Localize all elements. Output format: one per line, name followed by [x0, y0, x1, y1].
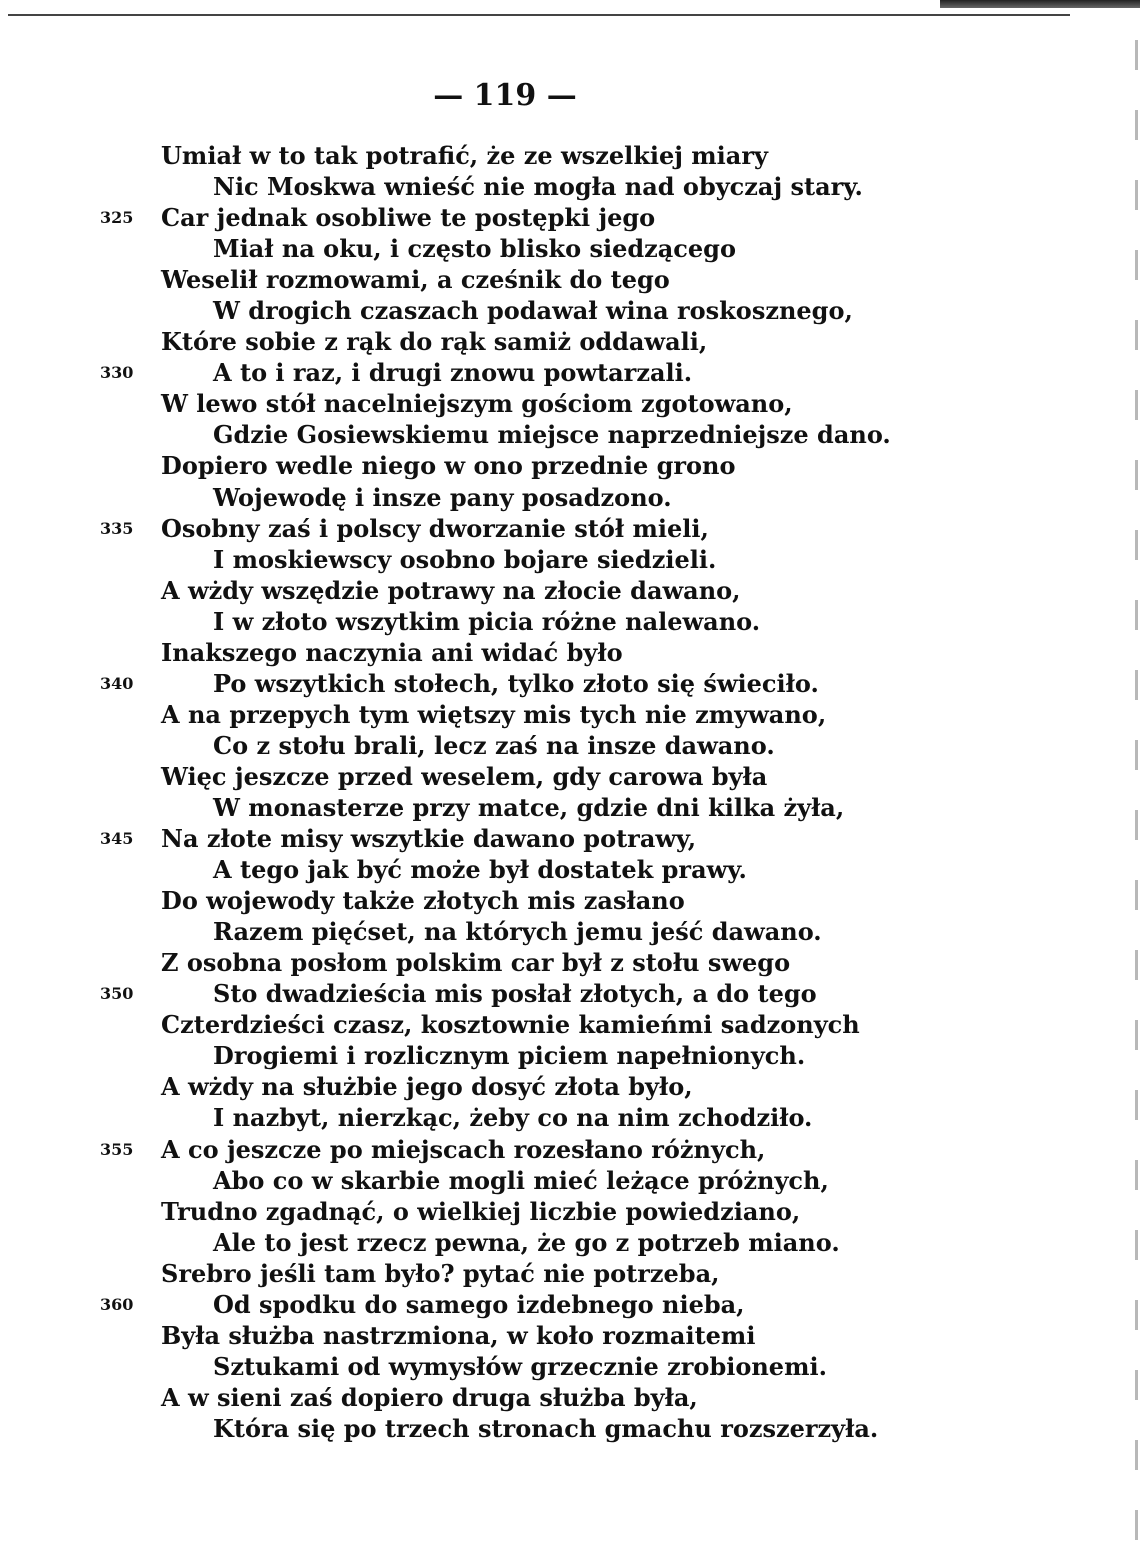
verse-line: [0, 1196, 1010, 1227]
line-number: 335: [100, 518, 134, 538]
verse-line: [0, 1165, 1010, 1196]
verse-text: A wżdy wszędzie potrawy na złocie dawano,: [161, 575, 741, 605]
verse-line: [0, 978, 1010, 1009]
poem-text: [0, 140, 1010, 1444]
verse-text: Weselił rozmowami, a cześnik do tego: [161, 265, 670, 295]
verse-line: [0, 761, 1010, 792]
verse-text: Z osobna posłom polskim car był z stołu swego: [161, 948, 791, 978]
line-number: 360: [100, 1294, 134, 1314]
verse-text: Gdzie Gosiewskiemu miejsce naprzedniejsze dano.: [213, 420, 891, 450]
verse-line: [0, 482, 1010, 513]
verse-text: A na przepych tym więtszy mis tych nie zmywano,: [161, 699, 827, 729]
verse-text: Czterdzieści czasz, kosztownie kamieńmi sadzonych: [161, 1010, 860, 1040]
line-number: 355: [100, 1139, 134, 1159]
verse-text: I nazbyt, nierzkąc, żeby co na nim zchodziło.: [213, 1103, 813, 1133]
verse-line: [0, 1071, 1010, 1102]
verse-text: Od spodku do samego izdebnego nieba,: [213, 1289, 745, 1319]
verse-line: [0, 1320, 1010, 1351]
verse-text: I w złoto wszytkim picia różne nalewano.: [213, 606, 761, 636]
verse-text: Wojewodę i insze pany posadzono.: [213, 482, 672, 512]
verse-line: [0, 637, 1010, 668]
line-number: 345: [100, 829, 134, 849]
verse-text: A wżdy na służbie jego dosyć złota było,: [161, 1072, 693, 1102]
verse-line: [0, 668, 1010, 699]
verse-text: Abo co w skarbie mogli mieć leżące próżnych,: [213, 1165, 829, 1195]
verse-line: [0, 544, 1010, 575]
verse-text: Osobny zaś i polscy dworzanie stół mieli,: [161, 513, 709, 543]
line-number: 330: [100, 363, 134, 383]
verse-text: W drogich czaszach podawał wina roskosznego,: [213, 296, 853, 326]
verse-text: Car jednak osobliwe te postępki jego: [161, 203, 656, 233]
page-number: — 119 —: [433, 78, 577, 113]
verse-line: [0, 1040, 1010, 1071]
verse-text: Sztukami od wymysłów grzecznie zrobionemi.: [213, 1351, 827, 1381]
verse-line: [0, 606, 1010, 637]
verse-line: [0, 1134, 1010, 1165]
verse-line: [0, 823, 1010, 854]
verse-line: [0, 1258, 1010, 1289]
verse-text: W lewo stół nacelniejszym gościom zgotowano,: [161, 389, 793, 419]
verse-text: Które sobie z rąk do rąk samiż oddawali,: [161, 327, 708, 357]
page-edge-shadow: [1135, 40, 1138, 1560]
verse-text: Drogiemi i rozlicznym piciem napełnionych.: [213, 1041, 806, 1071]
verse-text: Która się po trzech stronach gmachu rozszerzyła.: [213, 1413, 879, 1443]
verse-text: Więc jeszcze przed weselem, gdy carowa była: [161, 761, 768, 791]
verse-text: Nic Moskwa wnieść nie mogła nad obyczaj stary.: [213, 172, 863, 202]
verse-text: Na złote misy wszytkie dawano potrawy,: [161, 824, 697, 854]
top-rule-edge: [940, 0, 1140, 8]
verse-line: [0, 699, 1010, 730]
verse-line: [0, 233, 1010, 264]
verse-text: Umiał w to tak potrafić, że ze wszelkiej miary: [161, 141, 768, 170]
verse-line: [0, 295, 1010, 326]
verse-text: Razem pięćset, na których jemu jeść dawano.: [213, 917, 822, 947]
verse-text: A tego jak być może był dostatek prawy.: [213, 855, 747, 885]
verse-line: [0, 1289, 1010, 1320]
line-number: 340: [100, 673, 134, 693]
verse-line: [0, 792, 1010, 823]
verse-text: A w sieni zaś dopiero druga służba była,: [161, 1382, 698, 1412]
verse-text: Srebro jeśli tam było? pytać nie potrzeba,: [161, 1258, 720, 1288]
line-number: 350: [100, 984, 134, 1004]
verse-text: A to i raz, i drugi znowu powtarzali.: [213, 358, 693, 388]
verse-line: [0, 575, 1010, 606]
verse-line: [0, 513, 1010, 544]
verse-text: Sto dwadzieścia mis posłał złotych, a do tego: [213, 979, 817, 1009]
verse-text: Inakszego naczynia ani widać było: [161, 637, 623, 667]
verse-text: Dopiero wedle niego w ono przednie grono: [161, 451, 736, 481]
verse-line: [0, 730, 1010, 761]
verse-line: [0, 1009, 1010, 1040]
verse-line: [0, 854, 1010, 885]
verse-line: [0, 357, 1010, 388]
verse-line: [0, 1227, 1010, 1258]
verse-line: [0, 1413, 1010, 1444]
verse-line: [0, 947, 1010, 978]
verse-line: [0, 916, 1010, 947]
line-number: 325: [100, 208, 134, 228]
verse-text: I moskiewscy osobno bojare siedzieli.: [213, 544, 717, 574]
verse-text: Do wojewody także złotych mis zasłano: [161, 886, 685, 916]
verse-line: [0, 419, 1010, 450]
verse-line: [0, 1102, 1010, 1133]
verse-text: Co z stołu brali, lecz zaś na insze dawano.: [213, 730, 775, 760]
verse-line: [0, 326, 1010, 357]
verse-text: Była służba nastrzmiona, w koło rozmaitemi: [161, 1320, 756, 1350]
verse-line: [0, 171, 1010, 202]
verse-text: Po wszytkich stołech, tylko złoto się świeciło.: [213, 668, 819, 698]
verse-text: W monasterze przy matce, gdzie dni kilka żyła,: [213, 792, 845, 822]
verse-line: [0, 140, 1010, 171]
verse-line: [0, 202, 1010, 233]
top-rule: [8, 14, 1070, 16]
verse-line: [0, 450, 1010, 481]
verse-line: [0, 1351, 1010, 1382]
verse-text: A co jeszcze po miejscach rozesłano różnych,: [161, 1134, 766, 1164]
verse-line: [0, 885, 1010, 916]
verse-text: Ale to jest rzecz pewna, że go z potrzeb miano.: [213, 1227, 840, 1257]
verse-text: Miał na oku, i często blisko siedzącego: [213, 234, 736, 264]
verse-line: [0, 1382, 1010, 1413]
verse-line: [0, 264, 1010, 295]
verse-line: [0, 388, 1010, 419]
verse-text: Trudno zgadnąć, o wielkiej liczbie powiedziano,: [161, 1196, 801, 1226]
